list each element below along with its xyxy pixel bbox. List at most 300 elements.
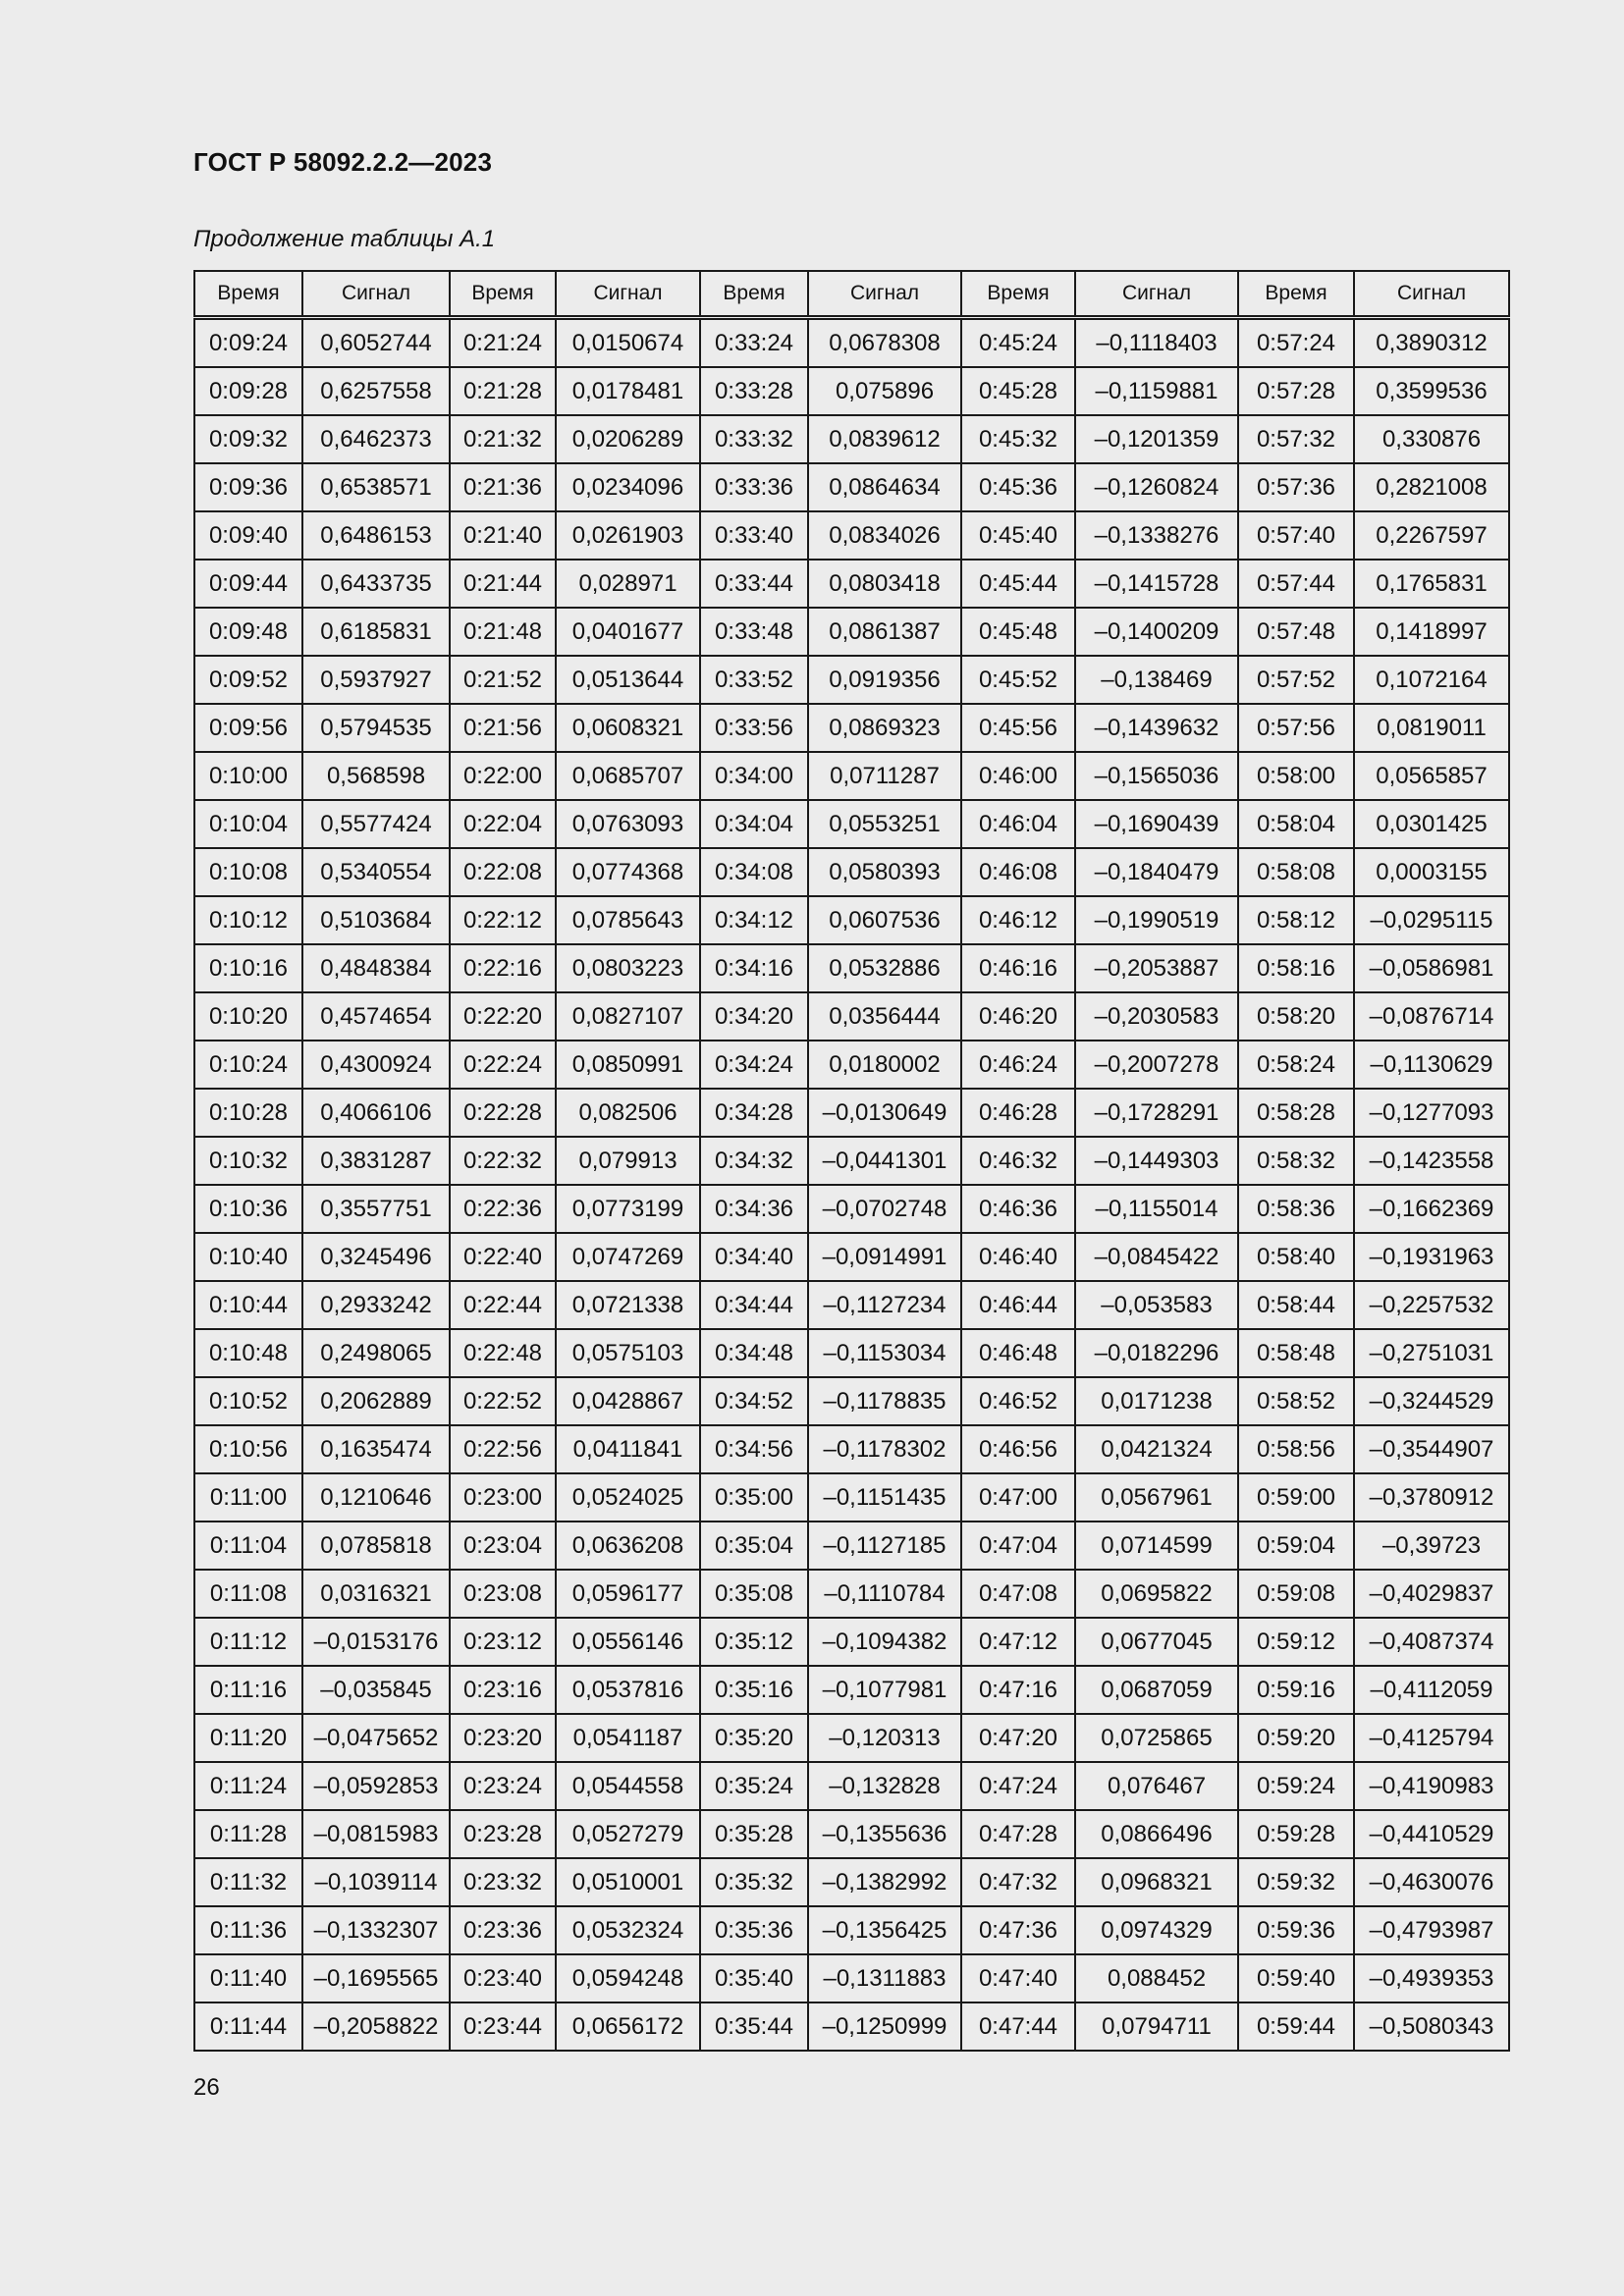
time-cell: 0:47:32	[961, 1858, 1075, 1906]
signal-cell: 0,4574654	[302, 992, 450, 1041]
time-cell: 0:47:00	[961, 1473, 1075, 1522]
time-cell: 0:11:20	[194, 1714, 302, 1762]
signal-cell: 0,0677045	[1075, 1618, 1238, 1666]
signal-cell: –0,1178302	[808, 1425, 961, 1473]
signal-cell: 0,0773199	[556, 1185, 700, 1233]
time-cell: 0:23:36	[450, 1906, 556, 1954]
signal-cell: 0,0608321	[556, 704, 700, 752]
table-row	[194, 1618, 1509, 1666]
signal-cell: 0,2498065	[302, 1329, 450, 1377]
time-cell: 0:21:40	[450, 511, 556, 560]
time-cell: 0:58:32	[1238, 1137, 1354, 1185]
signal-cell: –0,39723	[1354, 1522, 1509, 1570]
signal-cell: 0,0537816	[556, 1666, 700, 1714]
time-cell: 0:22:00	[450, 752, 556, 800]
time-cell: 0:57:36	[1238, 463, 1354, 511]
table-row	[194, 415, 1509, 463]
time-cell: 0:59:32	[1238, 1858, 1354, 1906]
signal-cell: 0,0575103	[556, 1329, 700, 1377]
time-cell: 0:59:16	[1238, 1666, 1354, 1714]
signal-cell: 0,0565857	[1354, 752, 1509, 800]
signal-cell: 0,0834026	[808, 511, 961, 560]
time-cell: 0:34:32	[700, 1137, 808, 1185]
time-cell: 0:33:44	[700, 560, 808, 608]
time-cell: 0:58:40	[1238, 1233, 1354, 1281]
signal-cell: 0,0556146	[556, 1618, 700, 1666]
signal-cell: –0,1250999	[808, 2002, 961, 2051]
time-cell: 0:09:56	[194, 704, 302, 752]
time-cell: 0:57:28	[1238, 367, 1354, 415]
table-row	[194, 800, 1509, 848]
signal-cell: –0,1931963	[1354, 1233, 1509, 1281]
signal-cell: –0,1690439	[1075, 800, 1238, 848]
time-cell: 0:23:00	[450, 1473, 556, 1522]
time-cell: 0:47:44	[961, 2002, 1075, 2051]
table-row	[194, 1281, 1509, 1329]
signal-cell: –0,1094382	[808, 1618, 961, 1666]
time-cell: 0:21:36	[450, 463, 556, 511]
signal-cell: –0,1449303	[1075, 1137, 1238, 1185]
signal-cell: –0,4190983	[1354, 1762, 1509, 1810]
signal-cell: –0,0876714	[1354, 992, 1509, 1041]
time-cell: 0:45:40	[961, 511, 1075, 560]
signal-cell: –0,035845	[302, 1666, 450, 1714]
signal-cell: 0,075896	[808, 367, 961, 415]
time-cell: 0:35:08	[700, 1570, 808, 1618]
table-row	[194, 463, 1509, 511]
signal-cell: –0,0702748	[808, 1185, 961, 1233]
signal-cell: –0,1130629	[1354, 1041, 1509, 1089]
time-cell: 0:45:28	[961, 367, 1075, 415]
signal-cell: 0,0711287	[808, 752, 961, 800]
signal-cell: 0,0763093	[556, 800, 700, 848]
signal-cell: –0,0130649	[808, 1089, 961, 1137]
table-body	[194, 318, 1509, 2052]
time-cell: 0:46:20	[961, 992, 1075, 1041]
time-cell: 0:58:00	[1238, 752, 1354, 800]
signal-cell: –0,1118403	[1075, 318, 1238, 368]
signal-cell: 0,4300924	[302, 1041, 450, 1089]
signal-cell: –0,1338276	[1075, 511, 1238, 560]
table-row	[194, 1522, 1509, 1570]
time-cell: 0:10:20	[194, 992, 302, 1041]
time-cell: 0:23:32	[450, 1858, 556, 1906]
signal-cell: –0,0914991	[808, 1233, 961, 1281]
time-cell: 0:23:40	[450, 1954, 556, 2002]
signal-cell: –0,1565036	[1075, 752, 1238, 800]
time-cell: 0:58:56	[1238, 1425, 1354, 1473]
signal-cell: 0,1418997	[1354, 608, 1509, 656]
time-cell: 0:23:04	[450, 1522, 556, 1570]
signal-cell: –0,4793987	[1354, 1906, 1509, 1954]
time-cell: 0:57:32	[1238, 415, 1354, 463]
time-cell: 0:09:28	[194, 367, 302, 415]
signal-cell: 0,082506	[556, 1089, 700, 1137]
signal-cell: –0,132828	[808, 1762, 961, 1810]
time-cell: 0:10:00	[194, 752, 302, 800]
column-header-signal: Сигнал	[1354, 271, 1509, 318]
table-row	[194, 752, 1509, 800]
signal-cell: 0,568598	[302, 752, 450, 800]
table-row	[194, 1906, 1509, 1954]
time-cell: 0:34:20	[700, 992, 808, 1041]
signal-cell: –0,2751031	[1354, 1329, 1509, 1377]
time-cell: 0:33:36	[700, 463, 808, 511]
time-cell: 0:58:20	[1238, 992, 1354, 1041]
time-cell: 0:57:40	[1238, 511, 1354, 560]
time-cell: 0:47:28	[961, 1810, 1075, 1858]
time-cell: 0:46:36	[961, 1185, 1075, 1233]
signal-cell: –0,3544907	[1354, 1425, 1509, 1473]
time-cell: 0:23:12	[450, 1618, 556, 1666]
signal-cell: 0,6486153	[302, 511, 450, 560]
column-header-signal: Сигнал	[808, 271, 961, 318]
signal-cell: 0,2821008	[1354, 463, 1509, 511]
time-cell: 0:35:40	[700, 1954, 808, 2002]
time-cell: 0:45:48	[961, 608, 1075, 656]
time-cell: 0:35:44	[700, 2002, 808, 2051]
time-cell: 0:33:24	[700, 318, 808, 368]
signal-cell: 0,330876	[1354, 415, 1509, 463]
time-cell: 0:46:32	[961, 1137, 1075, 1185]
signal-cell: –0,0592853	[302, 1762, 450, 1810]
signal-cell: –0,4939353	[1354, 1954, 1509, 2002]
signal-cell: –0,2058822	[302, 2002, 450, 2051]
signal-cell: –0,0295115	[1354, 896, 1509, 944]
time-cell: 0:33:56	[700, 704, 808, 752]
table-row	[194, 1570, 1509, 1618]
signal-cell: –0,1127185	[808, 1522, 961, 1570]
signal-cell: 0,0866496	[1075, 1810, 1238, 1858]
signal-cell: 0,5577424	[302, 800, 450, 848]
signal-cell: 0,0774368	[556, 848, 700, 896]
signal-cell: 0,0594248	[556, 1954, 700, 2002]
signal-cell: 0,4066106	[302, 1089, 450, 1137]
time-cell: 0:22:32	[450, 1137, 556, 1185]
page-number: 26	[193, 2074, 220, 2101]
table-row	[194, 560, 1509, 608]
signal-cell: –0,4410529	[1354, 1810, 1509, 1858]
time-cell: 0:10:12	[194, 896, 302, 944]
signal-cell: –0,0845422	[1075, 1233, 1238, 1281]
time-cell: 0:59:28	[1238, 1810, 1354, 1858]
time-cell: 0:21:56	[450, 704, 556, 752]
time-cell: 0:59:40	[1238, 1954, 1354, 2002]
signal-cell: 0,0544558	[556, 1762, 700, 1810]
time-cell: 0:09:32	[194, 415, 302, 463]
time-cell: 0:35:32	[700, 1858, 808, 1906]
time-cell: 0:11:24	[194, 1762, 302, 1810]
signal-cell: –0,1127234	[808, 1281, 961, 1329]
time-cell: 0:57:48	[1238, 608, 1354, 656]
signal-cell: –0,1039114	[302, 1858, 450, 1906]
signal-cell: 0,0513644	[556, 656, 700, 704]
signal-cell: 0,0356444	[808, 992, 961, 1041]
table-row	[194, 944, 1509, 992]
time-cell: 0:10:56	[194, 1425, 302, 1473]
time-cell: 0:35:20	[700, 1714, 808, 1762]
signal-cell: –0,1728291	[1075, 1089, 1238, 1137]
time-cell: 0:46:28	[961, 1089, 1075, 1137]
signal-cell: –0,2007278	[1075, 1041, 1238, 1089]
time-cell: 0:46:16	[961, 944, 1075, 992]
signal-cell: 0,0819011	[1354, 704, 1509, 752]
signal-cell: –0,1260824	[1075, 463, 1238, 511]
time-cell: 0:23:16	[450, 1666, 556, 1714]
signal-cell: 0,079913	[556, 1137, 700, 1185]
table-row	[194, 367, 1509, 415]
table-row	[194, 511, 1509, 560]
signal-cell: 0,3557751	[302, 1185, 450, 1233]
signal-cell: 0,5937927	[302, 656, 450, 704]
signal-cell: –0,1382992	[808, 1858, 961, 1906]
signal-cell: 0,0785818	[302, 1522, 450, 1570]
signal-cell: –0,1151435	[808, 1473, 961, 1522]
time-cell: 0:57:44	[1238, 560, 1354, 608]
time-cell: 0:45:36	[961, 463, 1075, 511]
time-cell: 0:23:08	[450, 1570, 556, 1618]
time-cell: 0:59:04	[1238, 1522, 1354, 1570]
signal-cell: 0,0861387	[808, 608, 961, 656]
column-header-signal: Сигнал	[556, 271, 700, 318]
table-row	[194, 1041, 1509, 1089]
column-header-time: Время	[194, 271, 302, 318]
table-row	[194, 1762, 1509, 1810]
signal-cell: –0,3780912	[1354, 1473, 1509, 1522]
signal-cell: 0,2267597	[1354, 511, 1509, 560]
time-cell: 0:46:52	[961, 1377, 1075, 1425]
table-row	[194, 1233, 1509, 1281]
signal-cell: 0,6538571	[302, 463, 450, 511]
time-cell: 0:34:28	[700, 1089, 808, 1137]
time-cell: 0:58:44	[1238, 1281, 1354, 1329]
signal-cell: 0,0869323	[808, 704, 961, 752]
signal-cell: –0,1356425	[808, 1906, 961, 1954]
signal-cell: 0,0301425	[1354, 800, 1509, 848]
signal-cell: –0,120313	[808, 1714, 961, 1762]
time-cell: 0:58:24	[1238, 1041, 1354, 1089]
signal-cell: 0,0607536	[808, 896, 961, 944]
signal-cell: –0,1355636	[808, 1810, 961, 1858]
time-cell: 0:21:28	[450, 367, 556, 415]
time-cell: 0:34:44	[700, 1281, 808, 1329]
time-cell: 0:10:08	[194, 848, 302, 896]
signal-cell: 0,0695822	[1075, 1570, 1238, 1618]
signal-cell: 0,6257558	[302, 367, 450, 415]
table-row	[194, 704, 1509, 752]
signal-cell: 0,0316321	[302, 1570, 450, 1618]
signal-cell: 0,3831287	[302, 1137, 450, 1185]
signal-cell: 0,4848384	[302, 944, 450, 992]
table-row	[194, 1666, 1509, 1714]
signal-cell: 0,0171238	[1075, 1377, 1238, 1425]
table-row	[194, 1089, 1509, 1137]
signal-cell: 0,2933242	[302, 1281, 450, 1329]
signal-cell: 0,0401677	[556, 608, 700, 656]
time-cell: 0:35:12	[700, 1618, 808, 1666]
time-cell: 0:45:52	[961, 656, 1075, 704]
time-cell: 0:11:36	[194, 1906, 302, 1954]
signal-cell: 0,0524025	[556, 1473, 700, 1522]
signal-cell: 0,0678308	[808, 318, 961, 368]
signal-cell: –0,4125794	[1354, 1714, 1509, 1762]
time-cell: 0:58:12	[1238, 896, 1354, 944]
time-cell: 0:34:00	[700, 752, 808, 800]
signal-cell: 0,1635474	[302, 1425, 450, 1473]
table-row	[194, 896, 1509, 944]
time-cell: 0:33:28	[700, 367, 808, 415]
signal-cell: 0,3599536	[1354, 367, 1509, 415]
signal-cell: 0,0567961	[1075, 1473, 1238, 1522]
time-cell: 0:47:20	[961, 1714, 1075, 1762]
time-cell: 0:11:32	[194, 1858, 302, 1906]
time-cell: 0:59:12	[1238, 1618, 1354, 1666]
time-cell: 0:21:52	[450, 656, 556, 704]
signal-cell: 0,028971	[556, 560, 700, 608]
signal-cell: 0,1210646	[302, 1473, 450, 1522]
time-cell: 0:47:08	[961, 1570, 1075, 1618]
signal-cell: 0,0150674	[556, 318, 700, 368]
time-cell: 0:22:12	[450, 896, 556, 944]
time-cell: 0:10:32	[194, 1137, 302, 1185]
time-cell: 0:34:36	[700, 1185, 808, 1233]
time-cell: 0:34:52	[700, 1377, 808, 1425]
signal-cell: –0,1311883	[808, 1954, 961, 2002]
signal-cell: –0,1695565	[302, 1954, 450, 2002]
table-caption: Продолжение таблицы А.1	[193, 226, 496, 252]
time-cell: 0:58:36	[1238, 1185, 1354, 1233]
time-cell: 0:11:12	[194, 1618, 302, 1666]
time-cell: 0:11:44	[194, 2002, 302, 2051]
signal-cell: –0,1990519	[1075, 896, 1238, 944]
time-cell: 0:34:24	[700, 1041, 808, 1089]
time-cell: 0:10:40	[194, 1233, 302, 1281]
signal-cell: 0,0553251	[808, 800, 961, 848]
time-cell: 0:10:16	[194, 944, 302, 992]
signal-cell: 0,1072164	[1354, 656, 1509, 704]
table-row	[194, 656, 1509, 704]
time-cell: 0:10:28	[194, 1089, 302, 1137]
time-cell: 0:09:40	[194, 511, 302, 560]
time-cell: 0:58:48	[1238, 1329, 1354, 1377]
time-cell: 0:23:24	[450, 1762, 556, 1810]
signal-cell: 0,0785643	[556, 896, 700, 944]
signal-cell: 0,0864634	[808, 463, 961, 511]
time-cell: 0:33:40	[700, 511, 808, 560]
signal-cell: 0,0747269	[556, 1233, 700, 1281]
time-cell: 0:35:24	[700, 1762, 808, 1810]
column-header-signal: Сигнал	[1075, 271, 1238, 318]
signal-cell: 0,1765831	[1354, 560, 1509, 608]
time-cell: 0:46:08	[961, 848, 1075, 896]
signal-cell: –0,1332307	[302, 1906, 450, 1954]
signal-cell: 0,0261903	[556, 511, 700, 560]
time-cell: 0:11:08	[194, 1570, 302, 1618]
time-cell: 0:34:48	[700, 1329, 808, 1377]
time-cell: 0:35:16	[700, 1666, 808, 1714]
signal-cell: 0,0532886	[808, 944, 961, 992]
signal-cell: 0,0968321	[1075, 1858, 1238, 1906]
time-cell: 0:09:48	[194, 608, 302, 656]
time-cell: 0:22:40	[450, 1233, 556, 1281]
table-row	[194, 1137, 1509, 1185]
time-cell: 0:47:40	[961, 1954, 1075, 2002]
signal-cell: 0,0685707	[556, 752, 700, 800]
signal-cell: 0,3890312	[1354, 318, 1509, 368]
column-header-time: Время	[1238, 271, 1354, 318]
time-cell: 0:59:44	[1238, 2002, 1354, 2051]
document-header: ГОСТ Р 58092.2.2—2023	[193, 147, 493, 177]
signal-cell: 0,0541187	[556, 1714, 700, 1762]
time-cell: 0:47:16	[961, 1666, 1075, 1714]
time-cell: 0:59:08	[1238, 1570, 1354, 1618]
time-cell: 0:23:44	[450, 2002, 556, 2051]
time-cell: 0:46:40	[961, 1233, 1075, 1281]
time-cell: 0:45:32	[961, 415, 1075, 463]
signal-cell: –0,1155014	[1075, 1185, 1238, 1233]
time-cell: 0:34:12	[700, 896, 808, 944]
signal-cell: –0,1662369	[1354, 1185, 1509, 1233]
time-cell: 0:46:04	[961, 800, 1075, 848]
time-cell: 0:59:36	[1238, 1906, 1354, 1954]
signal-cell: –0,0153176	[302, 1618, 450, 1666]
time-cell: 0:11:28	[194, 1810, 302, 1858]
signal-cell: –0,1415728	[1075, 560, 1238, 608]
time-cell: 0:45:44	[961, 560, 1075, 608]
table-row	[194, 318, 1509, 368]
signal-cell: 0,0003155	[1354, 848, 1509, 896]
column-header-time: Время	[700, 271, 808, 318]
time-cell: 0:22:24	[450, 1041, 556, 1089]
time-cell: 0:45:24	[961, 318, 1075, 368]
signal-cell: –0,3244529	[1354, 1377, 1509, 1425]
signal-cell: –0,1201359	[1075, 415, 1238, 463]
signal-cell: 0,0206289	[556, 415, 700, 463]
time-cell: 0:57:52	[1238, 656, 1354, 704]
time-cell: 0:11:16	[194, 1666, 302, 1714]
table-row	[194, 848, 1509, 896]
time-cell: 0:59:24	[1238, 1762, 1354, 1810]
signal-cell: 0,0974329	[1075, 1906, 1238, 1954]
signal-cell: 0,6462373	[302, 415, 450, 463]
time-cell: 0:45:56	[961, 704, 1075, 752]
signal-cell: 0,5794535	[302, 704, 450, 752]
table-row	[194, 1377, 1509, 1425]
signal-cell: –0,2030583	[1075, 992, 1238, 1041]
signal-cell: 0,088452	[1075, 1954, 1238, 2002]
signal-cell: –0,1840479	[1075, 848, 1238, 896]
time-cell: 0:22:56	[450, 1425, 556, 1473]
signal-cell: 0,6433735	[302, 560, 450, 608]
table-row	[194, 992, 1509, 1041]
signal-cell: –0,0441301	[808, 1137, 961, 1185]
signal-cell: –0,0815983	[302, 1810, 450, 1858]
signal-cell: 0,2062889	[302, 1377, 450, 1425]
signal-cell: –0,4029837	[1354, 1570, 1509, 1618]
signal-cell: 0,0636208	[556, 1522, 700, 1570]
column-header-time: Время	[961, 271, 1075, 318]
signal-cell: 0,0803223	[556, 944, 700, 992]
signal-cell: –0,1400209	[1075, 608, 1238, 656]
time-cell: 0:21:24	[450, 318, 556, 368]
time-cell: 0:10:52	[194, 1377, 302, 1425]
time-cell: 0:57:56	[1238, 704, 1354, 752]
table-row	[194, 1714, 1509, 1762]
time-cell: 0:10:48	[194, 1329, 302, 1377]
signal-cell: 0,0180002	[808, 1041, 961, 1089]
signal-cell: –0,1439632	[1075, 704, 1238, 752]
signal-cell: 0,5340554	[302, 848, 450, 896]
